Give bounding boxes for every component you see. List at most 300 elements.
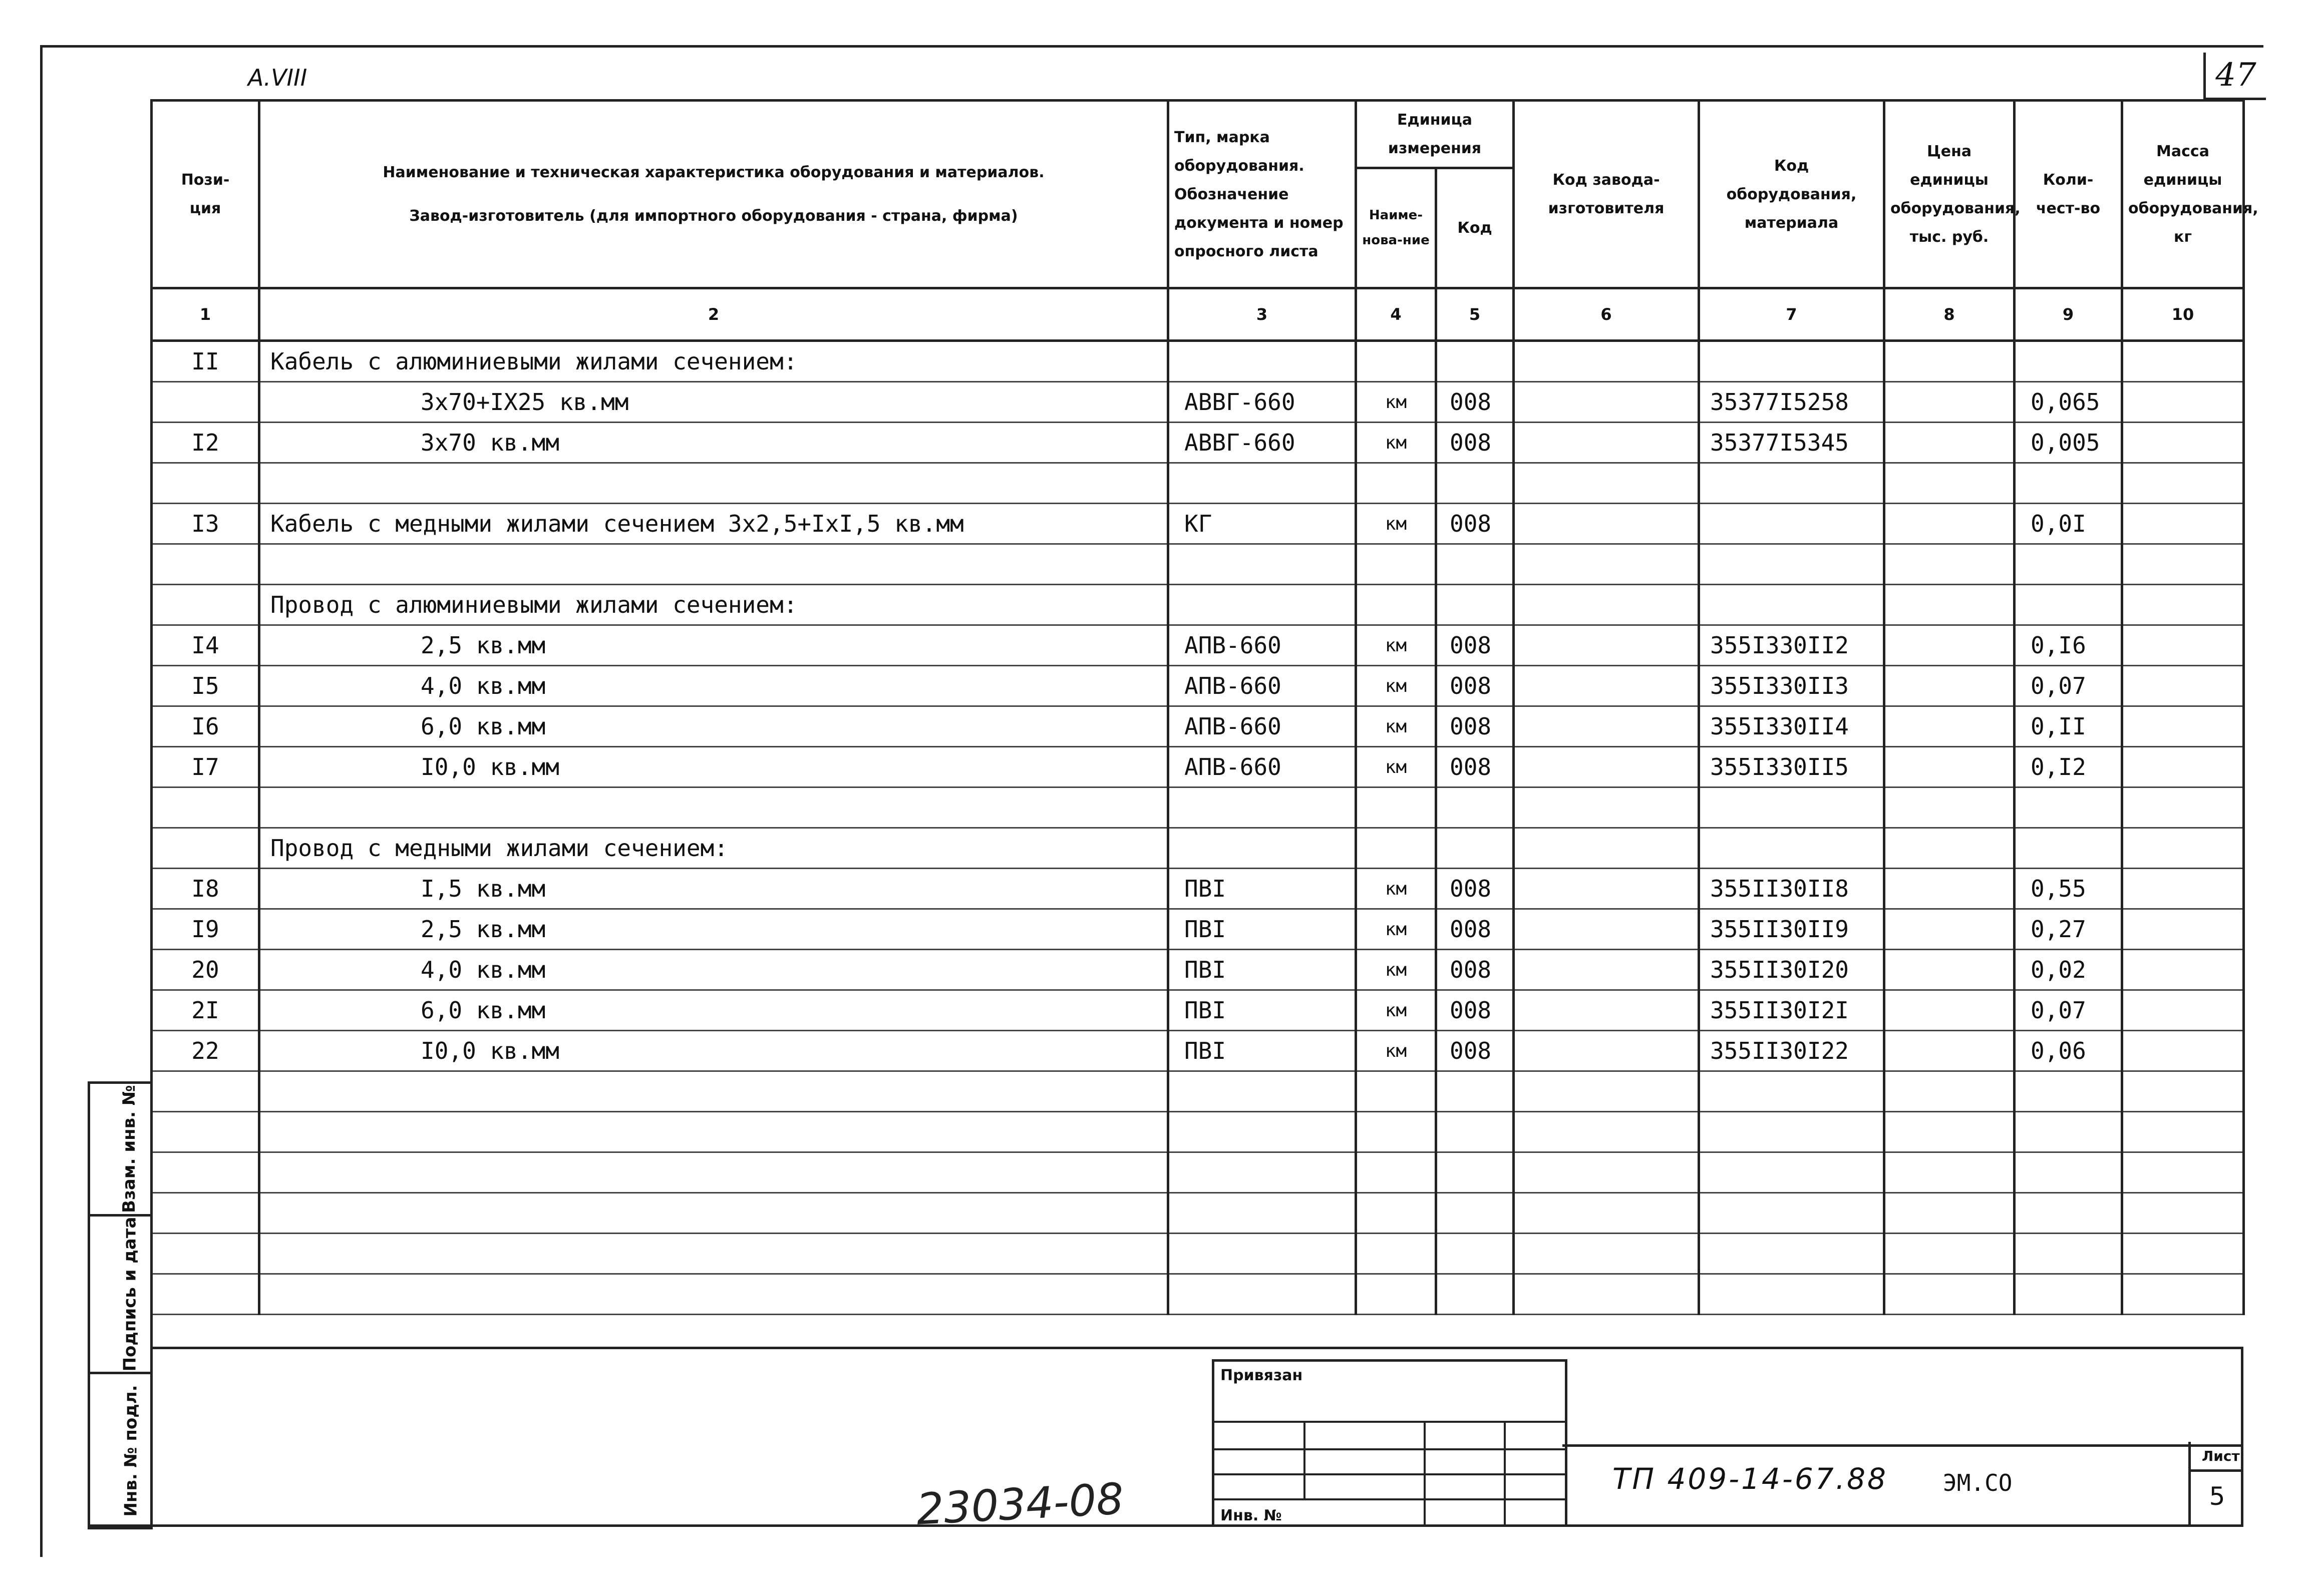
title-divider: [1562, 1444, 2241, 1447]
cell-mass: [2122, 1152, 2244, 1193]
cell-qty: 0,27: [2015, 909, 2122, 950]
cell-unit-code: [1436, 1112, 1514, 1152]
cell-type: ПВI: [1168, 909, 1356, 950]
cell-unit-code: [1436, 1234, 1514, 1274]
cell-price: [1884, 341, 2015, 382]
cell-price: [1884, 869, 2015, 909]
title-block-bottom: [88, 1524, 2243, 1527]
cell-factory-code: [1514, 504, 1699, 544]
cell-name: [259, 787, 1168, 828]
cell-qty: 0,005: [2015, 423, 2122, 463]
cell-qty: 0,I2: [2015, 747, 2122, 787]
frame-left-line: [40, 45, 43, 1557]
table-row: [152, 1031, 2244, 1071]
cell-factory-code: [1514, 787, 1699, 828]
cell-name: 2,5 кв.мм: [259, 909, 1168, 950]
cell-unit-code: [1436, 1152, 1514, 1193]
cell-factory-code: [1514, 463, 1699, 504]
cell-position: 20: [152, 950, 259, 990]
cell-price: [1884, 747, 2015, 787]
cell-unit: км: [1356, 990, 1436, 1031]
cell-price: [1884, 585, 2015, 625]
header-type: Тип, марка оборудования. Обозначение документа и номер опросного листа: [1168, 101, 1356, 288]
cell-position: I7: [152, 747, 259, 787]
cell-qty: [2015, 1152, 2122, 1193]
table-row: [152, 747, 2244, 787]
cell-unit: км: [1356, 1031, 1436, 1071]
cell-type: [1168, 463, 1356, 504]
cell-unit: км: [1356, 382, 1436, 423]
cell-mass: [2122, 1071, 2244, 1112]
cell-name: Провод с алюминиевыми жилами сечением:: [259, 585, 1168, 625]
cell-equip-code: 355II30I2I: [1699, 990, 1884, 1031]
cell-price: [1884, 382, 2015, 423]
header-position: Пози- ция: [152, 101, 259, 288]
cell-mass: [2122, 625, 2244, 666]
cell-mass: [2122, 828, 2244, 869]
cell-name: [259, 1152, 1168, 1193]
cell-factory-code: [1514, 909, 1699, 950]
cell-qty: [2015, 1234, 2122, 1274]
cell-name: 3х70 кв.мм: [259, 423, 1168, 463]
cell-mass: [2122, 950, 2244, 990]
cell-name: Кабель с медными жилами сечением 3х2,5+IхI,5 кв.мм: [259, 504, 1168, 544]
cell-name: Провод с медными жилами сечением:: [259, 828, 1168, 869]
cell-price: [1884, 625, 2015, 666]
album-label: А.VIII: [248, 64, 307, 91]
cell-equip-code: [1699, 1071, 1884, 1112]
table-row: [152, 706, 2244, 747]
cell-name: Кабель с алюминиевыми жилами сечением:: [259, 341, 1168, 382]
table-row: [152, 504, 2244, 544]
cell-type: [1168, 787, 1356, 828]
cell-price: [1884, 1112, 2015, 1152]
table-row: [152, 1234, 2244, 1274]
cell-factory-code: [1514, 1071, 1699, 1112]
cell-equip-code: [1699, 463, 1884, 504]
cell-price: [1884, 1274, 2015, 1315]
cell-name: [259, 1112, 1168, 1152]
cell-factory-code: [1514, 1152, 1699, 1193]
cell-name: 6,0 кв.мм: [259, 990, 1168, 1031]
privyazan-label: Привязан: [1220, 1367, 1303, 1384]
cell-mass: [2122, 909, 2244, 950]
cell-equip-code: [1699, 504, 1884, 544]
table-row: [152, 382, 2244, 423]
cell-mass: [2122, 787, 2244, 828]
cell-unit-code: 008: [1436, 990, 1514, 1031]
cell-qty: 0,I6: [2015, 625, 2122, 666]
cell-unit: км: [1356, 747, 1436, 787]
cell-qty: 0,07: [2015, 666, 2122, 706]
cell-mass: [2122, 666, 2244, 706]
sheet-divider: [2191, 1469, 2243, 1472]
cell-position: [152, 1152, 259, 1193]
cell-factory-code: [1514, 544, 1699, 585]
cell-mass: [2122, 423, 2244, 463]
cell-unit: км: [1356, 869, 1436, 909]
cell-price: [1884, 423, 2015, 463]
inv-no-label: Инв. №: [1220, 1507, 1282, 1524]
cell-unit: [1356, 828, 1436, 869]
cell-position: 2I: [152, 990, 259, 1031]
cell-factory-code: [1514, 1274, 1699, 1315]
cell-position: [152, 382, 259, 423]
cell-mass: [2122, 747, 2244, 787]
cell-equip-code: [1699, 1193, 1884, 1234]
header-name: [259, 101, 1168, 288]
cell-unit-code: 008: [1436, 382, 1514, 423]
cell-equip-code: [1699, 1234, 1884, 1274]
cell-position: I9: [152, 909, 259, 950]
table-row: [152, 1152, 2244, 1193]
frame-top-line: [40, 45, 2263, 48]
cell-mass: [2122, 504, 2244, 544]
cell-name: I0,0 кв.мм: [259, 1031, 1168, 1071]
cell-price: [1884, 828, 2015, 869]
cell-unit-code: [1436, 1071, 1514, 1112]
cell-unit-code: [1436, 1274, 1514, 1315]
handwritten-number: 23034-08: [915, 1474, 1125, 1535]
cell-qty: 0,06: [2015, 1031, 2122, 1071]
cell-name: [259, 544, 1168, 585]
cell-equip-code: 355II30I22: [1699, 1031, 1884, 1071]
cell-type: [1168, 341, 1356, 382]
privyazan-block: [1212, 1359, 1567, 1527]
cell-unit: [1356, 1152, 1436, 1193]
cell-type: [1168, 1152, 1356, 1193]
header-name-line2: Завод-изготовитель (для импортного оборудования - страна, фирма): [409, 207, 1018, 225]
table-row: [152, 625, 2244, 666]
cell-qty: 0,II: [2015, 706, 2122, 747]
header-unit-name: Наиме-нова-ние: [1356, 168, 1436, 288]
cell-factory-code: [1514, 1193, 1699, 1234]
table-row: [152, 1112, 2244, 1152]
cell-type: [1168, 585, 1356, 625]
column-number: 10: [2122, 288, 2244, 341]
cell-position: I4: [152, 625, 259, 666]
cell-equip-code: [1699, 544, 1884, 585]
cell-position: I6: [152, 706, 259, 747]
cell-equip-code: 355II30II9: [1699, 909, 1884, 950]
header-mass: Масса единицы оборудования, кг: [2122, 101, 2244, 288]
cell-qty: [2015, 585, 2122, 625]
cell-qty: 0,0I: [2015, 504, 2122, 544]
cell-unit-code: [1436, 544, 1514, 585]
cell-equip-code: [1699, 787, 1884, 828]
cell-unit: км: [1356, 504, 1436, 544]
stamp-podpis-label: Подпись и дата: [120, 1217, 140, 1372]
cell-unit-code: [1436, 585, 1514, 625]
cell-mass: [2122, 585, 2244, 625]
cell-unit: [1356, 1234, 1436, 1274]
cell-factory-code: [1514, 1031, 1699, 1071]
cell-mass: [2122, 382, 2244, 423]
cell-type: [1168, 1234, 1356, 1274]
cell-position: [152, 787, 259, 828]
cell-equip-code: [1699, 341, 1884, 382]
cell-name: [259, 463, 1168, 504]
cell-position: I5: [152, 666, 259, 706]
cell-type: [1168, 828, 1356, 869]
cell-price: [1884, 504, 2015, 544]
cell-position: II: [152, 341, 259, 382]
cell-price: [1884, 950, 2015, 990]
table-row: [152, 423, 2244, 463]
cell-name: 3х70+IХ25 кв.мм: [259, 382, 1168, 423]
cell-mass: [2122, 341, 2244, 382]
column-number: 1: [152, 288, 259, 341]
cell-mass: [2122, 1234, 2244, 1274]
cell-equip-code: 355I330II4: [1699, 706, 1884, 747]
cell-qty: [2015, 1193, 2122, 1234]
cell-type: ПВI: [1168, 950, 1356, 990]
column-number: 8: [1884, 288, 2015, 341]
column-number: 9: [2015, 288, 2122, 341]
cell-type: КГ: [1168, 504, 1356, 544]
stamp-inv-label: Инв. № подл.: [121, 1384, 141, 1517]
cell-mass: [2122, 463, 2244, 504]
cell-qty: [2015, 544, 2122, 585]
cell-name: [259, 1071, 1168, 1112]
cell-name: [259, 1193, 1168, 1234]
cell-unit-code: 008: [1436, 1031, 1514, 1071]
cell-qty: [2015, 463, 2122, 504]
stamp-vzam-label: Взам. инв. №: [119, 1085, 139, 1213]
header-name-line1: Наименование и техническая характеристика оборудования и материалов.: [383, 164, 1045, 181]
sheet-number: 5: [2209, 1482, 2225, 1511]
column-number: 4: [1356, 288, 1436, 341]
cell-type: АПВ-660: [1168, 666, 1356, 706]
page-number-top: 47: [2203, 53, 2266, 100]
cell-position: [152, 585, 259, 625]
cell-unit: км: [1356, 423, 1436, 463]
cell-type: АВВГ-660: [1168, 423, 1356, 463]
cell-unit-code: [1436, 787, 1514, 828]
cell-unit: [1356, 787, 1436, 828]
cell-price: [1884, 1234, 2015, 1274]
cell-mass: [2122, 990, 2244, 1031]
document-code: ТП 409-14-67.88: [1612, 1462, 1888, 1496]
cell-position: [152, 1112, 259, 1152]
cell-price: [1884, 544, 2015, 585]
table-row: [152, 341, 2244, 382]
cell-name: [259, 1274, 1168, 1315]
cell-type: [1168, 1193, 1356, 1234]
header-unit-group: Единица измерения: [1356, 101, 1514, 168]
cell-unit: [1356, 341, 1436, 382]
cell-equip-code: [1699, 585, 1884, 625]
cell-position: [152, 544, 259, 585]
cell-unit-code: [1436, 463, 1514, 504]
column-number: 6: [1514, 288, 1699, 341]
cell-qty: [2015, 787, 2122, 828]
cell-price: [1884, 666, 2015, 706]
cell-unit: км: [1356, 625, 1436, 666]
cell-unit-code: 008: [1436, 950, 1514, 990]
cell-factory-code: [1514, 585, 1699, 625]
cell-position: [152, 828, 259, 869]
cell-name: 2,5 кв.мм: [259, 625, 1168, 666]
cell-equip-code: [1699, 828, 1884, 869]
cell-type: АПВ-660: [1168, 747, 1356, 787]
cell-qty: 0,07: [2015, 990, 2122, 1031]
cell-factory-code: [1514, 1234, 1699, 1274]
cell-position: [152, 1274, 259, 1315]
cell-name: 6,0 кв.мм: [259, 706, 1168, 747]
cell-price: [1884, 1152, 2015, 1193]
sheet-label: Лист: [2202, 1448, 2240, 1464]
header-unit-code: Код: [1436, 168, 1514, 288]
cell-mass: [2122, 1274, 2244, 1315]
cell-qty: [2015, 341, 2122, 382]
cell-name: 4,0 кв.мм: [259, 950, 1168, 990]
cell-price: [1884, 463, 2015, 504]
table-row: [152, 544, 2244, 585]
cell-unit-code: 008: [1436, 869, 1514, 909]
cell-position: I8: [152, 869, 259, 909]
stamp-inv-podl: [88, 1372, 153, 1529]
title-block-left: [150, 1347, 153, 1527]
stamp-vzam-inv: [88, 1081, 153, 1217]
cell-unit-code: 008: [1436, 625, 1514, 666]
cell-qty: [2015, 828, 2122, 869]
cell-unit: [1356, 544, 1436, 585]
cell-unit: [1356, 585, 1436, 625]
header-price: Цена единицы оборудования, тыс. руб.: [1884, 101, 2015, 288]
cell-position: [152, 1071, 259, 1112]
cell-qty: [2015, 1071, 2122, 1112]
cell-equip-code: 35377I5258: [1699, 382, 1884, 423]
cell-mass: [2122, 1031, 2244, 1071]
cell-factory-code: [1514, 706, 1699, 747]
cell-unit: км: [1356, 950, 1436, 990]
privyazan-grid: [1214, 1362, 1565, 1527]
cell-type: ПВI: [1168, 869, 1356, 909]
cell-type: ПВI: [1168, 990, 1356, 1031]
stamp-podpis-data: [88, 1214, 153, 1374]
cell-unit: [1356, 1274, 1436, 1315]
table-row: [152, 828, 2244, 869]
cell-qty: 0,02: [2015, 950, 2122, 990]
table-row: [152, 990, 2244, 1031]
cell-unit: км: [1356, 909, 1436, 950]
cell-price: [1884, 787, 2015, 828]
cell-type: АПВ-660: [1168, 625, 1356, 666]
header-qty: Коли-чест-во: [2015, 101, 2122, 288]
cell-position: I2: [152, 423, 259, 463]
cell-mass: [2122, 1112, 2244, 1152]
cell-factory-code: [1514, 382, 1699, 423]
cell-unit-code: 008: [1436, 666, 1514, 706]
cell-unit-code: 008: [1436, 909, 1514, 950]
cell-factory-code: [1514, 990, 1699, 1031]
cell-qty: [2015, 1274, 2122, 1315]
cell-mass: [2122, 869, 2244, 909]
cell-unit: [1356, 463, 1436, 504]
cell-price: [1884, 706, 2015, 747]
cell-mass: [2122, 544, 2244, 585]
cell-equip-code: 35377I5345: [1699, 423, 1884, 463]
cell-factory-code: [1514, 666, 1699, 706]
cell-mass: [2122, 1193, 2244, 1234]
table-row: [152, 950, 2244, 990]
cell-unit-code: 008: [1436, 423, 1514, 463]
cell-qty: 0,55: [2015, 869, 2122, 909]
cell-unit-code: 008: [1436, 747, 1514, 787]
cell-equip-code: 355II30II8: [1699, 869, 1884, 909]
cell-unit-code: [1436, 828, 1514, 869]
cell-price: [1884, 1031, 2015, 1071]
document-suffix: ЭМ.СО: [1943, 1469, 2013, 1496]
cell-factory-code: [1514, 828, 1699, 869]
cell-factory-code: [1514, 341, 1699, 382]
cell-factory-code: [1514, 1112, 1699, 1152]
specification-table: [150, 99, 2258, 1315]
cell-unit: [1356, 1112, 1436, 1152]
cell-name: 4,0 кв.мм: [259, 666, 1168, 706]
cell-price: [1884, 909, 2015, 950]
cell-position: 22: [152, 1031, 259, 1071]
cell-position: [152, 1193, 259, 1234]
cell-price: [1884, 1071, 2015, 1112]
cell-equip-code: [1699, 1112, 1884, 1152]
column-number: 5: [1436, 288, 1514, 341]
column-number: 2: [259, 288, 1168, 341]
table-row: [152, 1193, 2244, 1234]
cell-price: [1884, 1193, 2015, 1234]
column-number: 3: [1168, 288, 1356, 341]
table-row: [152, 1071, 2244, 1112]
sheet-box: [2188, 1442, 2243, 1524]
table-row: [152, 869, 2244, 909]
table-row: [152, 1274, 2244, 1315]
cell-unit: [1356, 1071, 1436, 1112]
cell-factory-code: [1514, 747, 1699, 787]
cell-unit: км: [1356, 706, 1436, 747]
cell-position: [152, 463, 259, 504]
table-row: [152, 585, 2244, 625]
cell-type: АПВ-660: [1168, 706, 1356, 747]
table-row: [152, 909, 2244, 950]
cell-qty: 0,065: [2015, 382, 2122, 423]
cell-qty: [2015, 1112, 2122, 1152]
cell-unit-code: [1436, 1193, 1514, 1234]
cell-factory-code: [1514, 625, 1699, 666]
cell-unit: км: [1356, 666, 1436, 706]
cell-factory-code: [1514, 423, 1699, 463]
cell-type: [1168, 544, 1356, 585]
cell-name: I,5 кв.мм: [259, 869, 1168, 909]
header-equip-code: Код оборудования, материала: [1699, 101, 1884, 288]
cell-price: [1884, 990, 2015, 1031]
cell-equip-code: [1699, 1274, 1884, 1315]
cell-factory-code: [1514, 950, 1699, 990]
header-factory-code: Код завода-изготовителя: [1514, 101, 1699, 288]
table-row: [152, 666, 2244, 706]
cell-equip-code: 355II30I20: [1699, 950, 1884, 990]
cell-name: I0,0 кв.мм: [259, 747, 1168, 787]
cell-name: [259, 1234, 1168, 1274]
title-block-top: [150, 1347, 2243, 1349]
cell-type: АВВГ-660: [1168, 382, 1356, 423]
cell-equip-code: [1699, 1152, 1884, 1193]
cell-equip-code: 355I330II2: [1699, 625, 1884, 666]
cell-equip-code: 355I330II3: [1699, 666, 1884, 706]
column-number: 7: [1699, 288, 1884, 341]
cell-equip-code: 355I330II5: [1699, 747, 1884, 787]
cell-unit: [1356, 1193, 1436, 1234]
